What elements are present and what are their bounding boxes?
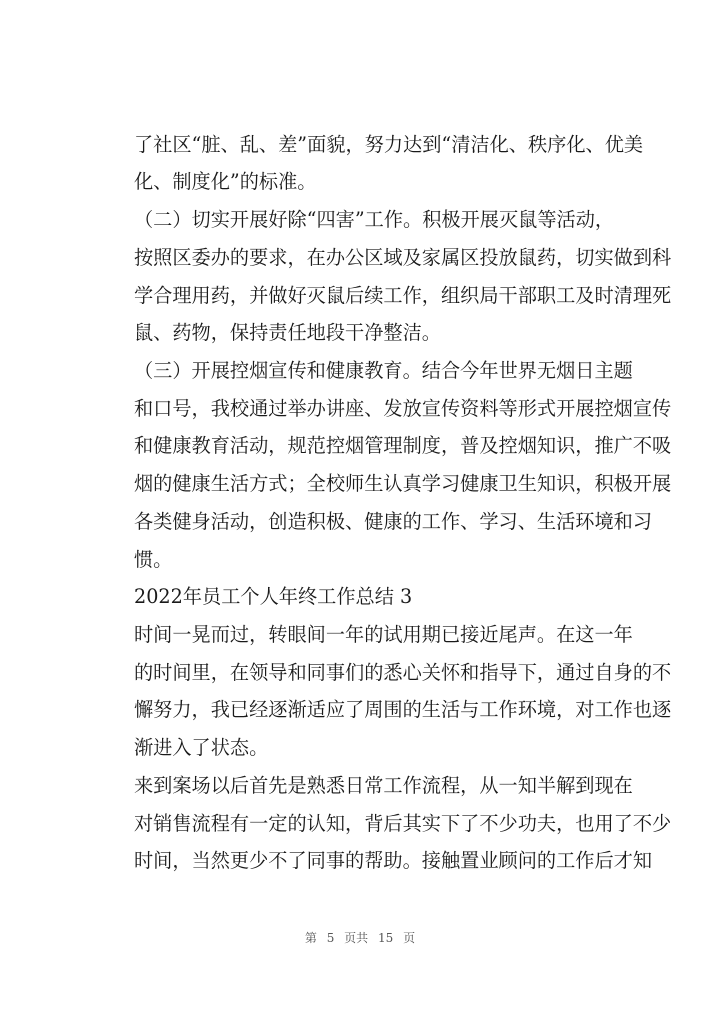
text-line: 各类健身活动，创造积极、健康的工作、学习、生活环境和习 bbox=[134, 510, 653, 533]
text-line: 和健康教育活动，规范控烟管理制度，普及控烟知识，推广不吸 bbox=[134, 434, 672, 457]
text-line: 和口号，我校通过举办讲座、发放宣传资料等形式开展控烟宣传 bbox=[134, 397, 672, 420]
section-heading-line: （三）开展控烟宣传和健康教育。结合今年世界无烟日主题 bbox=[134, 359, 633, 382]
text-line: 的时间里，在领导和同事们的悉心关怀和指导下，通过自身的不 bbox=[134, 661, 672, 684]
text-line: 鼠、药物，保持责任地段干净整洁。 bbox=[134, 321, 441, 344]
text-line: 化、制度化”的标准。 bbox=[134, 170, 317, 193]
text-line: 烟的健康生活方式；全校师生认真学习健康卫生知识，积极开展 bbox=[134, 472, 672, 495]
text-line: 时间，当然更少不了同事的帮助。接触置业顾问的工作后才知 bbox=[134, 849, 653, 872]
text-line: 惯。 bbox=[134, 548, 173, 571]
text-line: 懈努力，我已经逐渐适应了周围的生活与工作环境，对工作也逐 bbox=[134, 698, 672, 721]
text-line: 来到案场以后首先是熟悉日常工作流程，从一知半解到现在 bbox=[134, 774, 633, 797]
doc-title-line: 2022年员工个人年终工作总结 3 bbox=[134, 585, 413, 608]
text-line: 时间一晃而过，转眼间一年的试用期已接近尾声。在这一年 bbox=[134, 623, 633, 646]
section-heading-line: （二）切实开展好除“四害”工作。积极开展灭鼠等活动， bbox=[134, 208, 615, 231]
text-line: 渐进入了状态。 bbox=[134, 736, 269, 759]
text-line: 对销售流程有一定的认知，背后其实下了不少功夫，也用了不少 bbox=[134, 812, 672, 835]
page-number-footer: 第 5 页共 15 页 bbox=[304, 931, 416, 945]
text-line: 按照区委办的要求，在办公区域及家属区投放鼠药，切实做到科 bbox=[134, 246, 672, 269]
text-line: 了社区“脏、乱、差”面貌，努力达到“清洁化、秩序化、优美 bbox=[134, 133, 644, 156]
text-line: 学合理用药，并做好灭鼠后续工作，组织局干部职工及时清理死 bbox=[134, 284, 672, 307]
